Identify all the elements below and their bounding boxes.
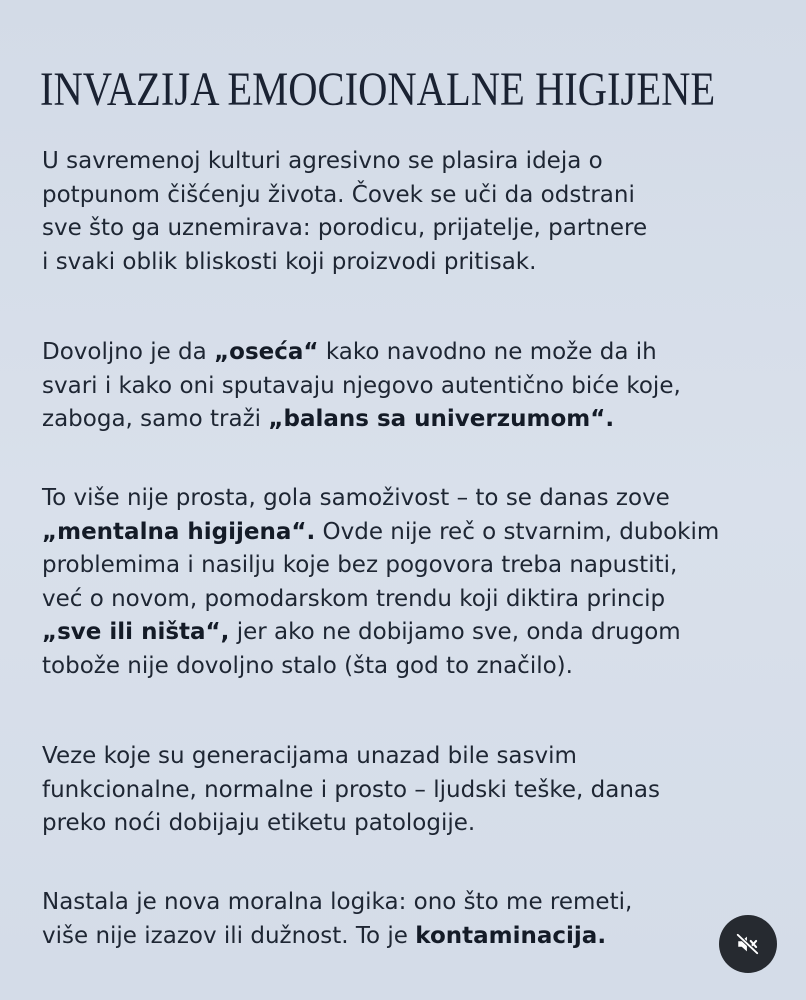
- text-line: već o novom, pomodarskom trendu koji diktira princip: [42, 585, 666, 612]
- text-line: svari i kako oni sputavaju njegovo autentično biće koje,: [42, 372, 681, 399]
- paragraph-4: [42, 740, 792, 841]
- emphasis-oseca: „oseća“: [214, 339, 319, 365]
- text-span: zaboga, samo traži: [42, 406, 269, 432]
- text-line: Nastala je nova moralna logika: ono što me remeti,: [42, 889, 633, 915]
- text-line: i svaki oblik bliskosti koji proizvodi pritisak.: [42, 248, 537, 275]
- text-line: potpunom čišćenju života. Čovek se uči da odstrani: [42, 181, 635, 208]
- text-line: U savremenoj kulturi agresivno se plasira ideja o: [42, 148, 603, 174]
- text-line: [42, 403, 792, 437]
- mute-toggle-button[interactable]: [719, 915, 777, 973]
- text-span: kako navodno ne može da ih: [318, 339, 657, 365]
- speaker-muted-icon: [735, 931, 761, 957]
- text-line: sve što ga uznemirava: porodicu, prijatelje, partnere: [42, 215, 648, 241]
- text-span: jer ako ne dobijamo sve, onda drugom: [229, 619, 681, 645]
- text-span: Dovoljno je da: [42, 339, 215, 365]
- text-line: funkcionalne, normalne i prosto – ljudski teške, danas: [42, 776, 660, 803]
- text-line: [42, 516, 792, 550]
- text-line: [42, 336, 792, 370]
- emphasis-mentalna-higijena: „mentalna higijena“.: [42, 518, 316, 545]
- paragraph-2: [42, 336, 792, 437]
- emphasis-kontaminacija: kontaminacija.: [415, 922, 607, 949]
- emphasis-balans: „balans sa univerzumom“.: [268, 406, 615, 432]
- paragraph-3: [42, 482, 792, 683]
- text-line: To više nije prosta, gola samoživost – to se danas zove: [42, 485, 670, 511]
- text-span: više nije izazov ili dužnost. To je: [42, 922, 416, 949]
- text-line: tobože nije dovoljno stalo (šta god to značilo).: [42, 652, 573, 679]
- paragraph-1: [42, 145, 792, 279]
- text-line: [42, 616, 792, 650]
- text-line: [42, 920, 792, 954]
- page-title: INVAZIJA EMOCIONALNE HIGIJENE: [40, 63, 716, 116]
- text-line: preko noći dobijaju etiketu patologije.: [42, 810, 476, 836]
- text-line: Veze koje su generacijama unazad bile sasvim: [42, 743, 577, 769]
- text-span: Ovde nije reč o stvarnim, dubokim: [315, 518, 720, 545]
- emphasis-sve-ili-nista: „sve ili ništa“,: [42, 619, 230, 645]
- text-line: problemima i nasilju koje bez pogovora treba napustiti,: [42, 552, 678, 578]
- paragraph-5: [42, 886, 792, 953]
